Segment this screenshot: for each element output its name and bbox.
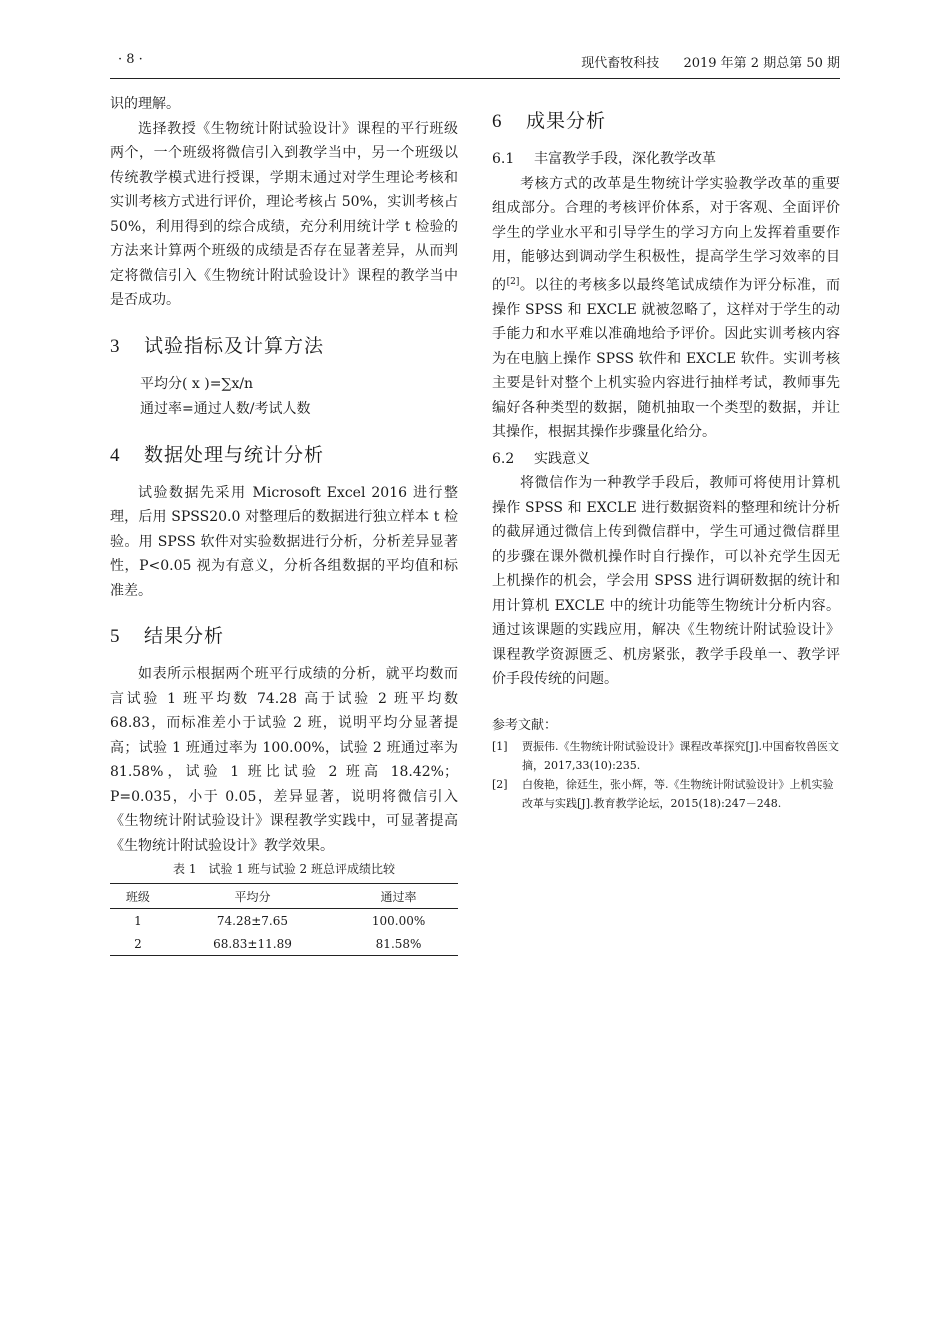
section-5-heading [110, 621, 458, 648]
journal-name: 现代畜牧科技 [581, 56, 660, 71]
table-cell: 74.28±7.65 [216, 913, 289, 928]
column-header: 平均分 [166, 884, 339, 909]
table-cell: 68.83±11.89 [166, 932, 339, 956]
paragraph-assessment-reform [492, 172, 840, 445]
paragraph-data-processing: 试验数据先采用 Microsoft Excel 2016 进行整理，后用 SPSS20.0 对整理后的数据进行独立样本 t 检验。用 SPSS 软件对实验数据进行分析，分析差异显著性，P<0.05 视为有意义，分析各组数据的平均值和标准差。 [110, 484, 458, 599]
section-4-heading [110, 440, 458, 467]
reference-text: 白俊艳，徐廷生，张小辉，等.《生物统计附试验设计》上机实验改革与实践[J].教育教学论坛，2015(18):247－248. [522, 777, 834, 810]
column-header: 班级 [110, 884, 166, 909]
subsection-title: 丰富教学手段，深化教学改革 [534, 151, 716, 167]
subsection-6-1-heading [492, 147, 840, 172]
results-table [110, 883, 458, 956]
section-number: 4 [110, 444, 121, 466]
journal-issue: 2019 年第 2 期总第 50 期 [683, 56, 840, 71]
reference-item [492, 775, 840, 813]
paragraph-continued: 识的理解。 [110, 96, 180, 112]
page-number: · 8 · [118, 52, 143, 67]
section-title: 成果分析 [526, 110, 607, 132]
formula-pass-rate: 通过率=通过人数/考试人数 [140, 400, 311, 417]
table-header-row [110, 884, 458, 909]
reference-number: [2] [492, 777, 508, 791]
section-title: 数据处理与统计分析 [144, 443, 325, 466]
table-caption: 表 1 试验 1 班与试验 2 班总评成绩比较 [173, 862, 395, 876]
section-title: 结果分析 [144, 625, 225, 647]
references-title: 参考文献： [492, 717, 558, 733]
table-row [110, 932, 458, 956]
table-cell: 100.00% [371, 913, 426, 928]
page-header [110, 52, 840, 74]
table-row [110, 909, 458, 933]
table-cell: 81.58% [339, 932, 458, 956]
reference-text: 贾振伟.《生物统计附试验设计》课程改革探究[J].中国畜牧兽医文摘，2017,33(10):235. [522, 739, 839, 772]
formula-average: 平均分( x )=∑x/n [140, 375, 254, 392]
paragraph-results: 如表所示根据两个班平行成绩的分析，就平均数而言试验 1 班平均数 74.28 高于试验 2 班平均数 68.83，而标准差小于试验 2 班，说明平均分显著提高；试验 1 班通过率为 100.00%，试验 2 班通过率为 81.58%，试验 1 班比试验 2 班高 18.42%；P=0.035，小于 0.05，差异显著，说明将微信引入《生物统计附试验设计》课程教学实践中，可显著提高《生物统计附试验设计》教学效果。 [110, 666, 458, 854]
paragraph-method: 选择教授《生物统计附试验设计》课程的平行班级两个，一个班级将微信引入到教学当中，另一个班级以传统教学模式进行授课，学期末通过对学生理论考核和实训考核方式进行评价，理论考核占 50%，实训考核占 50%，利用得到的综合成绩，充分利用统计学 t 检验的方法来计算两个班级的成绩是否存在显著差异，从而判定将微信引入《生物统计附试验设计》课程的教学当中是否成功。 [110, 120, 458, 308]
section-title: 试验指标及计算方法 [144, 334, 325, 357]
section-number: 5 [110, 626, 121, 647]
paragraph-text: 。以往的考核多以最终笔试成绩作为评分标准，而操作 SPSS 和 EXCLE 就被忽略了，这样对于学生的动手能力和水平难以准确地给予评价。因此实训考核内容为在电脑上操作 SPSS 软件和 EXCLE 软件。实训考核主要是针对整个上机实验内容进行抽样考试，教师事先编好各种类型的数据，随机抽取一个类型的数据，并让其操作，根据其操作步骤量化给分。 [492, 277, 841, 441]
section-number: 3 [110, 335, 121, 357]
section-number: 6 [492, 111, 503, 132]
header-rule [110, 78, 840, 79]
table-cell: 1 [134, 913, 142, 928]
column-header: 通过率 [339, 884, 458, 909]
reference-item [492, 737, 840, 775]
left-column [110, 92, 458, 956]
section-3-heading [110, 331, 458, 358]
subsection-number: 6.1 [492, 151, 515, 167]
paragraph-practical-significance: 将微信作为一种教学手段后，教师可将使用计算机操作 SPSS 和 EXCLE 进行数据资料的整理和统计分析的截屏通过微信上传到微信群中，学生可通过微信群里的步骤在课外微机操作时自行操作，可以补充学生因无上机操作的机会，学会用 SPSS 进行调研数据的统计和用计算机 EXCLE 中的统计功能等生物统计分析内容。通过该课题的实践应用，解决《生物统计附试验设计》课程教学资源匮乏、机房紧张，教学手段单一、教学评价手段传统的问题。 [492, 475, 840, 688]
subsection-title: 实践意义 [534, 450, 590, 467]
journal-info [561, 52, 840, 71]
citation-superscript: [2] [506, 276, 520, 287]
subsection-number: 6.2 [492, 450, 515, 467]
paragraph-text: 考核方式的改革是生物统计学实验教学改革的重要组成部分。合理的考核评价体系，对于客观、全面评价学生的学业水平和引导学生的学习方向上发挥着重要作用，能够达到调动学生积极性，提高学生学习效率的目的 [492, 175, 840, 294]
table-cell: 2 [110, 932, 166, 956]
right-column [492, 92, 840, 813]
section-6-heading [492, 106, 840, 133]
reference-number: [1] [492, 739, 508, 753]
subsection-6-2-heading [492, 447, 840, 472]
